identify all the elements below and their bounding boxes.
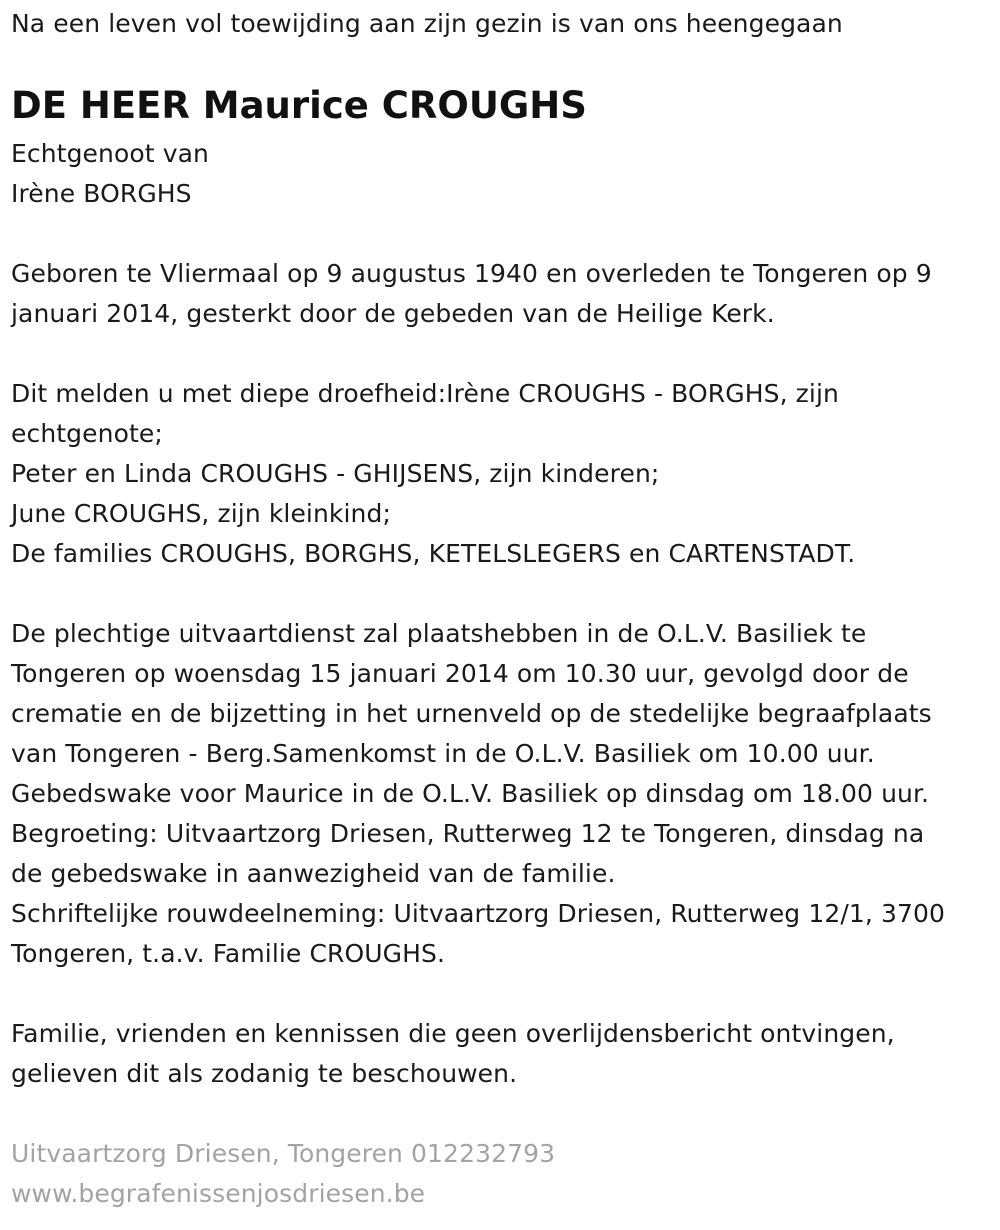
paragraph-line: van Tongeren - Berg.Samenkomst in de O.L.V. Basiliek om 10.00 uur. bbox=[11, 739, 875, 768]
intro-text: Na een leven vol toewijding aan zijn gezin is van ons heengegaan bbox=[11, 9, 843, 38]
paragraph-line: Begroeting: Uitvaartzorg Driesen, Rutterweg 12 te Tongeren, dinsdag na bbox=[11, 819, 925, 848]
funeral-home-footer bbox=[11, 1134, 555, 1214]
paragraph-line: de gebedswake in aanwezigheid van de familie. bbox=[11, 859, 616, 888]
closing-notice bbox=[11, 1014, 895, 1094]
paragraph-line: Tongeren op woensdag 15 januari 2014 om 10.30 uur, gevolgd door de bbox=[11, 659, 909, 688]
spouse-block bbox=[11, 134, 209, 214]
paragraph-line: januari 2014, gesterkt door de gebeden van de Heilige Kerk. bbox=[11, 299, 775, 328]
paragraph-line: echtgenote; bbox=[11, 419, 163, 448]
spouse-line: Echtgenoot van bbox=[11, 139, 209, 168]
funeral-home-contact: Uitvaartzorg Driesen, Tongeren 012232793 bbox=[11, 1139, 556, 1168]
paragraph-line: Familie, vrienden en kennissen die geen overlijdensbericht ontvingen, bbox=[11, 1019, 895, 1048]
paragraph-line: De families CROUGHS, BORGHS, KETELSLEGERS en CARTENSTADT. bbox=[11, 539, 856, 568]
deceased-name: DE HEER Maurice CROUGHS bbox=[11, 84, 587, 127]
paragraph-line: Tongeren, t.a.v. Familie CROUGHS. bbox=[11, 939, 446, 968]
paragraph-line: Geboren te Vliermaal op 9 augustus 1940 en overleden te Tongeren op 9 bbox=[11, 259, 932, 288]
paragraph-line: crematie en de bijzetting in het urnenveld op de stedelijke begraafplaats bbox=[11, 699, 932, 728]
paragraph-line: Dit melden u met diepe droefheid:Irène CROUGHS - BORGHS, zijn bbox=[11, 379, 839, 408]
paragraph-line: Schriftelijke rouwdeelneming: Uitvaartzorg Driesen, Rutterweg 12/1, 3700 bbox=[11, 899, 945, 928]
paragraph-line: June CROUGHS, zijn kleinkind; bbox=[11, 499, 391, 528]
family-announcement bbox=[11, 374, 855, 574]
birth-death-paragraph bbox=[11, 254, 932, 334]
paragraph-line: Gebedswake voor Maurice in de O.L.V. Basiliek op dinsdag om 18.00 uur. bbox=[11, 779, 930, 808]
paragraph-line: Peter en Linda CROUGHS - GHIJSENS, zijn kinderen; bbox=[11, 459, 660, 488]
spouse-line: Irène BORGHS bbox=[11, 179, 192, 208]
paragraph-line: gelieven dit als zodanig te beschouwen. bbox=[11, 1059, 518, 1088]
funeral-home-website: www.begrafenissenjosdriesen.be bbox=[11, 1179, 426, 1208]
paragraph-line: De plechtige uitvaartdienst zal plaatshebben in de O.L.V. Basiliek te bbox=[11, 619, 867, 648]
funeral-service-details bbox=[11, 614, 945, 974]
